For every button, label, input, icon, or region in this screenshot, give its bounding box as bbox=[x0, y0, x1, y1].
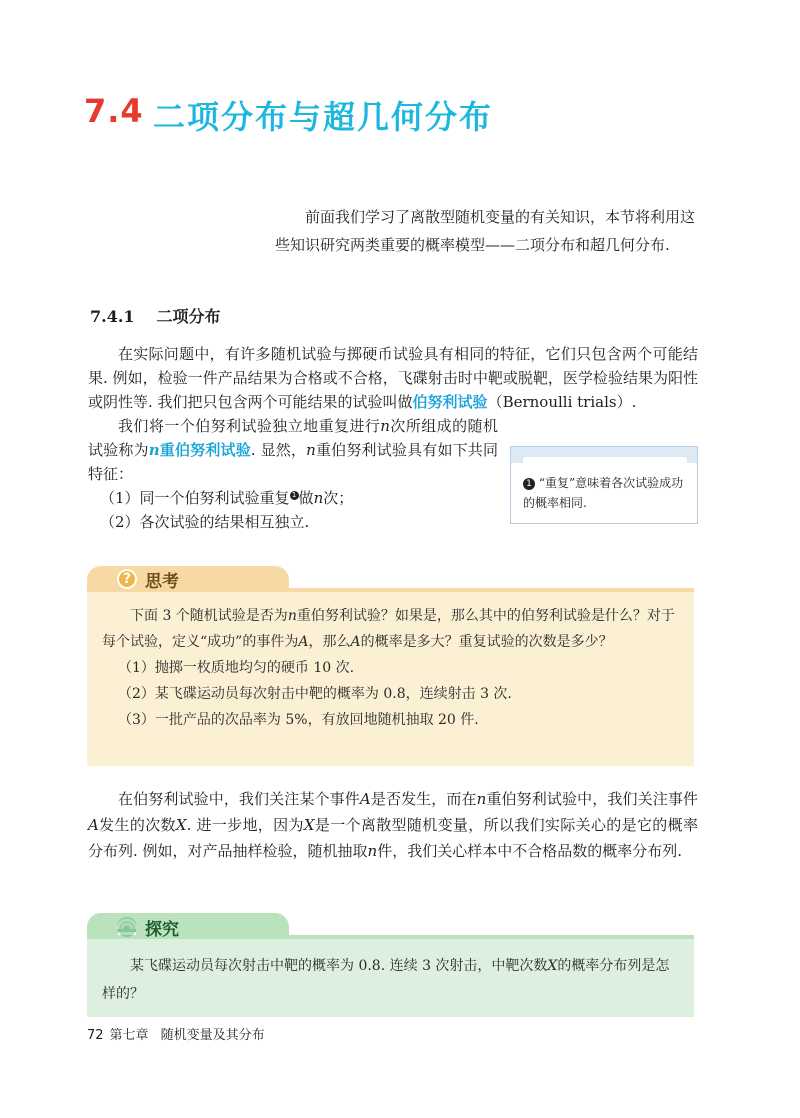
footnote-marker: 1 bbox=[523, 478, 535, 490]
margin-note-notch bbox=[523, 457, 687, 463]
feature-item-2: （2）各次试验的结果相互独立. bbox=[100, 513, 310, 531]
page-title: 二项分布与超几何分布 bbox=[153, 98, 494, 136]
think-item-3: （3）一批产品的次品率为 5%，有放回地随机抽取 20 件. bbox=[118, 712, 479, 728]
question-icon: ? bbox=[117, 569, 137, 589]
var-X: X bbox=[175, 816, 187, 834]
text: ，那么 bbox=[308, 634, 351, 650]
think-item-2: （2）某飞碟运动员每次射击中靶的概率为 0.8，连续射击 3 次. bbox=[118, 686, 512, 702]
section-number: 7.4 bbox=[84, 92, 144, 130]
margin-note-text: “重复”意味着各次试验成功的概率相同. bbox=[523, 476, 684, 510]
subsection-heading bbox=[90, 304, 221, 327]
text: 在实际问题中，有许多随机试验与掷硬币试验具有相同的特征，它们只包含两个可能结果. 例如，检验一件产品结果为合格或不合格，飞碟射击时中靶或脱靶，医学检验结果为阳性或阴性等. 我们把只包含两个可能结果的试验叫做 bbox=[88, 345, 698, 411]
var-n: n bbox=[306, 441, 316, 459]
subsection-number: 7.4.1 bbox=[90, 307, 135, 326]
paragraph-n-bernoulli bbox=[88, 414, 498, 486]
term-bernoulli-trial: 伯努利试验 bbox=[412, 393, 488, 411]
explore-content bbox=[102, 952, 676, 1008]
text: 是否发生，而在 bbox=[370, 790, 477, 808]
text: 次； bbox=[323, 489, 354, 507]
paragraph-count-x bbox=[88, 786, 698, 864]
text: 在伯努利试验中，我们关注某个事件 bbox=[118, 790, 360, 808]
var-n: n bbox=[380, 417, 390, 435]
text: 的概率是多大？重复试验的次数是多少？ bbox=[360, 634, 613, 650]
intro-paragraph: 前面我们学习了离散型随机变量的有关知识，本节将利用这些知识研究两类重要的概率模型——二项分布和超几何分布. bbox=[275, 208, 696, 254]
text: （Bernoulli trials）. bbox=[487, 393, 637, 411]
text: 的概率分布列是怎样的？ bbox=[102, 958, 670, 1002]
text: 发生的次数 bbox=[98, 816, 176, 834]
page-footer bbox=[87, 1024, 265, 1043]
text: 下面 3 个随机试验是否为 bbox=[130, 608, 288, 624]
var-n: n bbox=[313, 489, 324, 507]
var-n: n bbox=[287, 608, 297, 624]
think-label: 思考 bbox=[145, 572, 179, 592]
explore-icon bbox=[116, 917, 138, 937]
think-question bbox=[102, 603, 676, 655]
paragraph-bernoulli bbox=[88, 342, 698, 414]
text: . 进一步地，因为 bbox=[186, 816, 304, 834]
margin-note-text-block bbox=[523, 473, 691, 513]
text: 是一个离散型随机变量，所以我们实际关心的是它的概率分布列. 例如，对产品抽样检验，随机抽取 bbox=[88, 816, 698, 860]
var-A: A bbox=[88, 816, 99, 834]
term-n-bernoulli bbox=[149, 441, 251, 459]
margin-note bbox=[510, 446, 698, 524]
var-A: A bbox=[298, 634, 309, 650]
subsection-title: 二项分布 bbox=[156, 307, 221, 326]
explore-label: 探究 bbox=[145, 920, 179, 940]
var-X: X bbox=[547, 958, 558, 974]
var-A: A bbox=[350, 634, 361, 650]
chapter-number: 第七章 bbox=[109, 1028, 149, 1043]
text: 重伯努利试验具有如下共同特征： bbox=[88, 441, 498, 483]
footnote-marker: 1 bbox=[290, 491, 299, 500]
text: 某飞碟运动员每次射击中靶的概率为 0.8. 连续 3 次射击，中靶次数 bbox=[130, 958, 548, 974]
text: 件，我们关心样本中不合格品数的概率分布列. bbox=[377, 842, 682, 860]
term-var-n: n bbox=[148, 441, 160, 459]
text: 做 bbox=[298, 489, 314, 507]
var-X: X bbox=[303, 816, 315, 834]
text: 重伯努利试验？如果是，那么其中的伯努利试验是什么？对于每个试验，定义“成功”的事件为 bbox=[102, 608, 675, 650]
text: . 显然， bbox=[250, 441, 307, 459]
think-item-1: （1）抛掷一枚质地均匀的硬币 10 次. bbox=[118, 660, 355, 676]
text: 我们将一个伯努利试验独立地重复进行 bbox=[118, 417, 381, 435]
text: 次所组成的随机试验称为 bbox=[88, 417, 498, 459]
var-n: n bbox=[367, 842, 378, 860]
think-content bbox=[102, 603, 676, 733]
chapter-title: 随机变量及其分布 bbox=[160, 1028, 265, 1043]
text: （1）同一个伯努利试验重复 bbox=[100, 489, 290, 507]
var-A: A bbox=[359, 790, 371, 808]
var-n: n bbox=[476, 790, 487, 808]
text: 重伯努利试验中，我们关注事件 bbox=[486, 790, 698, 808]
feature-item-1 bbox=[100, 486, 500, 510]
term-text: 重伯努利试验 bbox=[159, 441, 251, 459]
page-number: 72 bbox=[87, 1028, 104, 1043]
